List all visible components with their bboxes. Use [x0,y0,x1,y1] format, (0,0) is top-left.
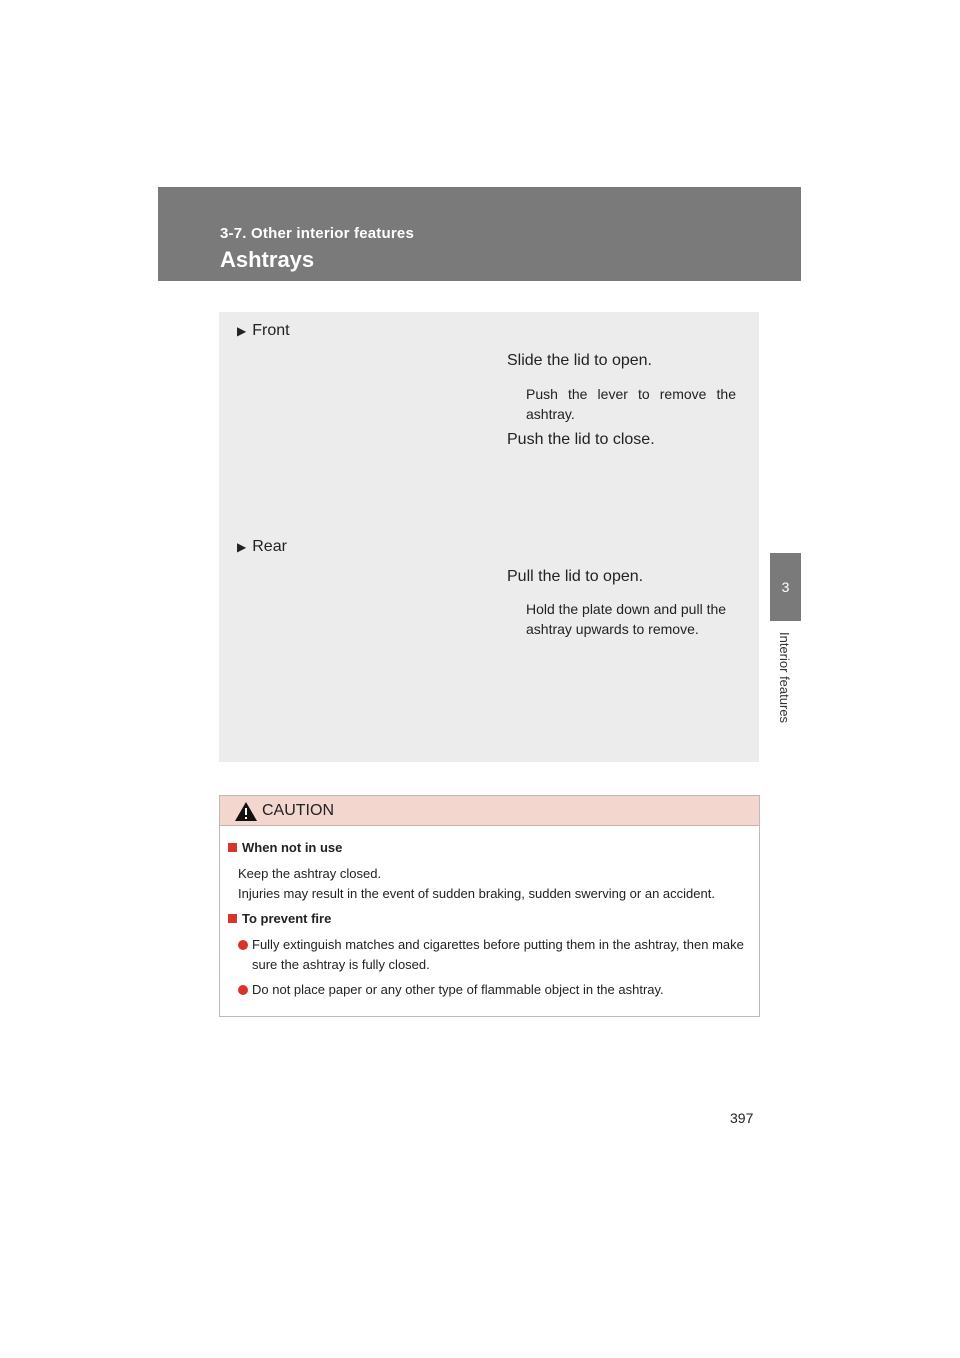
page-title: Ashtrays [220,247,315,272]
red-dot-icon [238,940,248,950]
rear-step-open: Pull the lid to open. [507,568,644,585]
caution-header [220,796,759,826]
section-label: 3-7. Other interior features [220,225,414,242]
caution-box [219,795,760,1017]
caution-text-line: Keep the ashtray closed. [238,866,382,881]
section-header [158,187,801,281]
rear-note: Hold the plate down and pull the ashtray upwards to remove. [526,601,727,637]
rear-heading [237,538,287,556]
triangle-right-icon: ▶ [237,540,247,554]
warning-icon [234,801,258,822]
caution-item-title: To prevent fire [228,911,331,926]
caution-bullet: Fully extinguish matches and cigarettes before putting them in the ashtray, then make sure the ashtray is fully closed. [238,935,768,975]
caution-item-title: When not in use [228,840,342,855]
front-label: Front [252,322,290,339]
illustration-panel [219,312,759,762]
triangle-right-icon: ▶ [237,324,247,338]
caution-heading: CAUTION [262,802,334,819]
page-number: 397 [730,1110,754,1126]
rear-label: Rear [252,538,287,555]
front-step-open: Slide the lid to open. [507,352,652,369]
red-dot-icon [238,985,248,995]
chapter-tab: 3 [770,553,801,621]
chapter-label: Interior features [777,632,792,724]
red-square-icon [228,914,237,923]
front-heading [237,322,290,340]
caution-bullet: Do not place paper or any other type of flammable object in the ashtray. [238,980,768,1000]
front-note: Push the lever to remove the ashtray. [526,386,736,422]
caution-text-line: Injuries may result in the event of sudden braking, sudden swerving or an accident. [238,886,715,901]
red-square-icon [228,843,237,852]
front-step-close: Push the lid to close. [507,431,655,448]
